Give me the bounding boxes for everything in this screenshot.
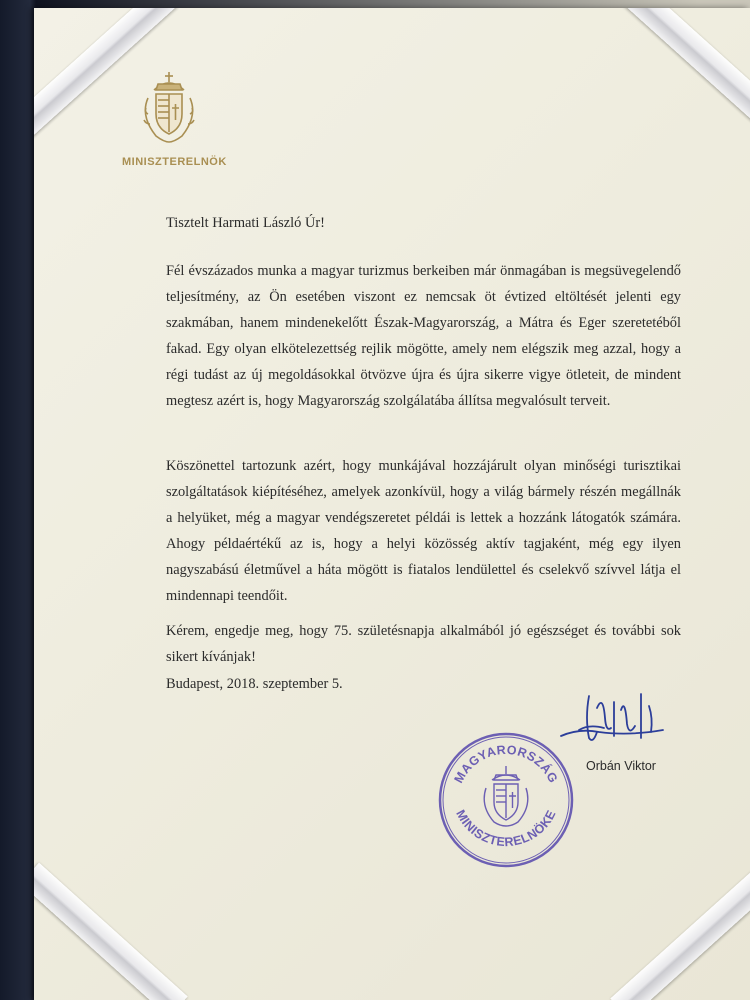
letter-page <box>34 8 750 1000</box>
paragraph-2: Köszönettel tartozunk azért, hogy munkájával hozzájárult olyan minőségi turisztikai szolgáltatások kiépítéséhez, amelyek azonkívül, hogy a világ bármely részén megállnák a helyüket, még a magyar vendégszeretet példái is lettek a hozzánk látogatók számára. Ahogy példaértékű az is, hogy a helyi közösség aktív tagjaként, még egy ilyen nagyszabású életművel a háta mögött is fiatalos lendülettel és cselekvő szívvel látja el mindennapi teendőit. <box>166 458 681 604</box>
paragraph-1: Fél évszázados munka a magyar turizmus berkeiben már önmagában is megsüvegelendő teljesítmény, az Ön esetében viszont ez nemcsak öt évtized eltöltését jelenti egy szakmában, hanem mindenekelőtt Észak-Magyarország, a Mátra és Eger szeretetéből fakad. Egy olyan elkötelezettség rejlik mögötte, amely nem elégszik meg azzal, hogy a régi tudást az új megoldásokkal ötvözve újra és újra sikerre vigye ötleteit, de mindent megtesz azért is, hogy Magyarország szolgálatába állítsa megvalósult terveit. <box>166 263 681 409</box>
salutation: Tisztelt Harmati László Úr! <box>166 215 325 231</box>
coat-of-arms-logo <box>134 68 204 148</box>
signer-name: Orbán Viktor <box>586 759 656 773</box>
stamp-bottom-text: MINISZTERELNÖKE <box>453 807 559 850</box>
official-stamp <box>436 730 576 870</box>
stamp-crest-icon <box>484 766 528 826</box>
corner-ribbon-top-right <box>620 8 750 135</box>
office-title: MINISZTERELNÖK <box>122 156 227 168</box>
paragraph-3: Kérem, engedje meg, hogy 75. születésnapja alkalmából jó egészséget és további sok sikert kívánjak! <box>166 623 681 665</box>
corner-ribbon-bottom-right <box>610 865 750 1000</box>
stamp-top-text: MAGYARORSZÁG <box>451 742 561 786</box>
corner-ribbon-bottom-left <box>34 863 188 1000</box>
place-date: Budapest, 2018. szeptember 5. <box>166 676 343 692</box>
